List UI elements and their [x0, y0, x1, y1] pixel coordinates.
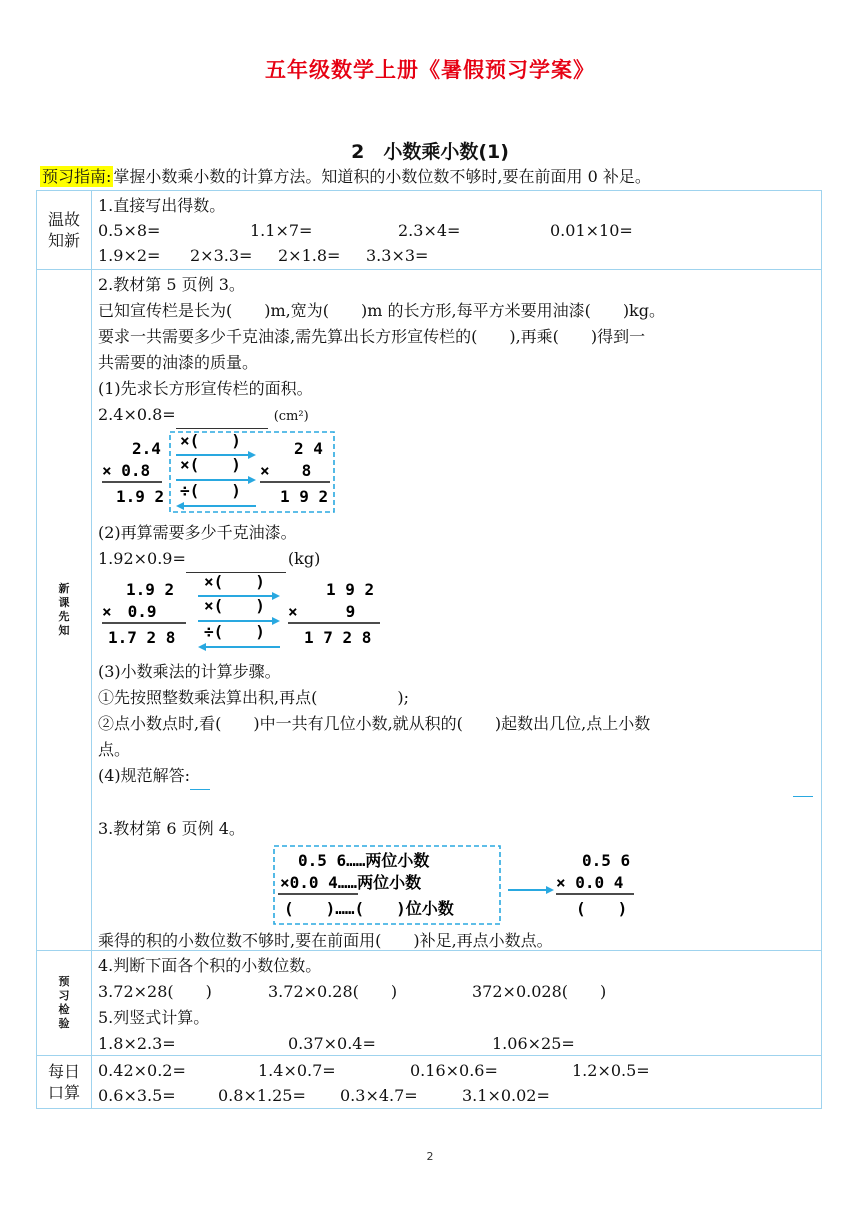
calc-diagram-2	[98, 573, 815, 659]
worksheet-title: 五年级数学上册《暑假预习学案》	[265, 58, 595, 82]
answer-line	[98, 790, 815, 816]
question-2: 2.教材第 5 页例 3。	[98, 275, 245, 294]
step-1-heading: (1)先求长方形宣传栏的面积。	[98, 379, 313, 398]
factor-a: 1.9 2	[126, 580, 175, 599]
review-row-1: 0.5×8= 1.1×7= 2.3×4= 0.01×10=	[98, 221, 633, 240]
example-3-line-2: 要求一共需要多少千克油漆,需先算出长方形宣传栏的( ),再乘( )得到一	[98, 327, 646, 346]
review-content	[92, 191, 821, 269]
guide-text: 掌握小数乘小数的计算方法。知道积的小数位数不够时,要在前面用 0 补足。	[113, 167, 651, 186]
op-1: ×( )	[180, 431, 241, 450]
arrow-left-icon	[176, 502, 184, 510]
int-factor-a: 2 4	[294, 439, 323, 458]
arrow-left-icon	[198, 643, 206, 651]
arrow-right-icon	[248, 451, 256, 459]
equation-2: 1.92×0.9= (kg)	[98, 546, 815, 573]
review-label: 温故 知新	[37, 191, 92, 269]
example-3-line-1: 已知宣传栏是长为( )m,宽为( )m 的长方形,每平方米要用油漆( )kg。	[98, 301, 665, 320]
daily-label: 每日 口算	[37, 1056, 92, 1108]
question-5-items: 1.8×2.3= 0.37×0.4= 1.06×25=	[98, 1034, 575, 1053]
factor-b: ×0.0 4……两位小数	[280, 873, 422, 892]
question-4: 4.判断下面各个积的小数位数。	[98, 956, 322, 975]
check-content	[92, 951, 821, 1055]
example-3-line-3: 共需要的油漆的质量。	[98, 353, 259, 372]
right-product: ( )	[576, 899, 628, 918]
step-4-heading: (4)规范解答:	[98, 763, 815, 790]
daily-row-2: 0.6×3.5= 0.8×1.25= 0.3×4.7= 3.1×0.02=	[98, 1086, 550, 1105]
product: 1.7 2 8	[108, 628, 176, 647]
rule-step-1: ①先按照整数乘法算出积,再点( );	[98, 688, 409, 707]
lesson-title: 2 小数乘小数(1)	[351, 141, 509, 163]
new-lesson-section	[37, 269, 821, 950]
right-factor-b: × 0.0 4	[556, 873, 624, 892]
step-3-heading: (3)小数乘法的计算步骤。	[98, 662, 281, 681]
review-row-2: 1.9×2= 2×3.3= 2×1.8= 3.3×3=	[98, 246, 429, 265]
int-factor-b: × 8	[260, 461, 312, 480]
worksheet-table	[36, 190, 822, 1109]
factor-a: 2.4	[132, 439, 161, 458]
op-2: ×( )	[180, 455, 241, 474]
rule-step-2b: 点。	[98, 740, 131, 759]
factor-b: × 0.8	[102, 461, 151, 480]
check-section	[37, 950, 821, 1055]
op-3: ÷( )	[180, 481, 241, 500]
calc-diagram-3	[98, 842, 815, 928]
rule-step-2: ②点小数点时,看( )中一共有几位小数,就从积的( )起数出几位,点上小数	[98, 714, 651, 733]
daily-row-1: 0.42×0.2= 1.4×0.7= 0.16×0.6= 1.2×0.5=	[98, 1061, 650, 1080]
arrow-right-icon	[272, 592, 280, 600]
right-factor-a: 0.5 6	[582, 851, 631, 870]
product: ( )……( )位小数	[284, 899, 454, 918]
preview-guide	[40, 165, 651, 189]
op-1: ×( )	[204, 573, 265, 591]
example-4-note: 乘得的积的小数位数不够时,要在前面用( )补足,再点小数点。	[98, 931, 553, 950]
review-section	[37, 191, 821, 269]
arrow-right-icon	[546, 886, 554, 894]
int-factor-b: × 9	[288, 602, 356, 621]
new-lesson-label: 新课先知	[37, 270, 92, 950]
op-3: ÷( )	[204, 622, 265, 641]
calc-diagram-1	[98, 430, 815, 520]
step-2-heading: (2)再算需要多少千克油漆。	[98, 523, 297, 542]
equation-1: 2.4×0.8= (cm²)	[98, 402, 815, 430]
guide-label: 预习指南:	[42, 167, 112, 186]
question-1: 1.直接写出得数。	[98, 196, 226, 215]
question-5: 5.列竖式计算。	[98, 1008, 210, 1027]
question-4-items: 3.72×28( ) 3.72×0.28( ) 372×0.028( )	[98, 982, 607, 1001]
op-2: ×( )	[204, 596, 265, 615]
product: 1.9 2	[116, 487, 165, 506]
factor-a: 0.5 6……两位小数	[298, 851, 430, 870]
check-label: 预习检验	[37, 951, 92, 1055]
int-factor-a: 1 9 2	[326, 580, 375, 599]
int-product: 1 7 2 8	[304, 628, 372, 647]
new-lesson-content	[92, 270, 821, 950]
factor-b: × 0.9	[102, 602, 157, 621]
page-number: 2	[426, 1150, 434, 1163]
daily-section	[37, 1055, 821, 1108]
arrow-right-icon	[272, 617, 280, 625]
arrow-right-icon	[248, 476, 256, 484]
int-product: 1 9 2	[280, 487, 329, 506]
question-3: 3.教材第 6 页例 4。	[98, 819, 245, 838]
daily-content	[92, 1056, 821, 1108]
